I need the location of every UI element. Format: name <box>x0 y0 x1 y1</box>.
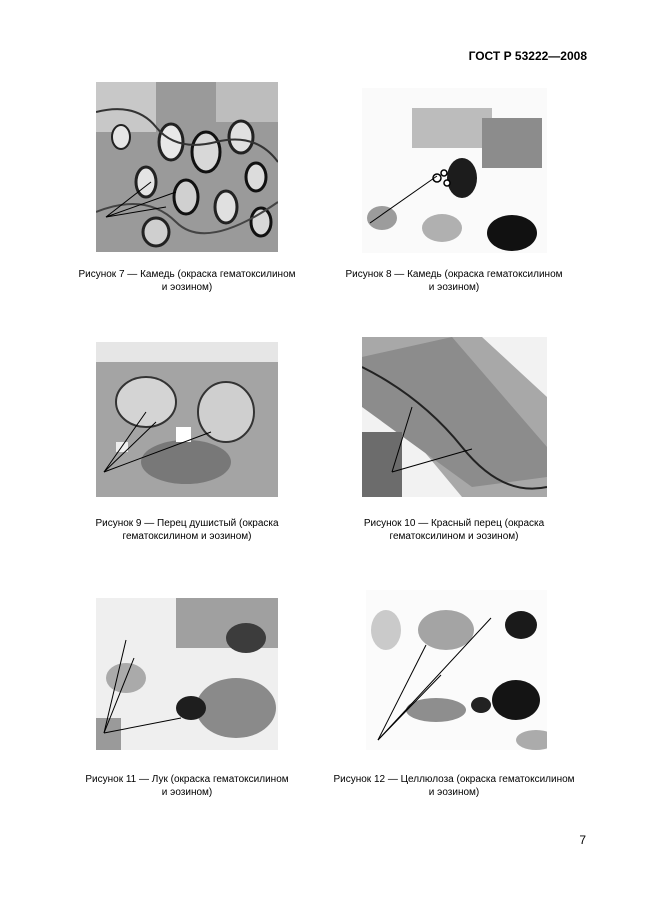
figure-11-caption <box>57 773 317 799</box>
caption-line-2: и эозином) <box>428 787 480 798</box>
caption-line-2: и эозином) <box>161 787 213 798</box>
micrograph-figure-8 <box>362 88 547 253</box>
figure-9-caption <box>57 517 317 543</box>
figure-8-caption <box>324 268 584 294</box>
caption-line-2: гематоксилином и эозином) <box>389 531 519 542</box>
micrograph-figure-11 <box>96 598 278 750</box>
caption-line-2: и эозином) <box>428 282 480 293</box>
caption-line-1: Рисунок 10 — Красный перец (окраска <box>363 518 545 529</box>
caption-line-2: гематоксилином и эозином) <box>122 531 252 542</box>
caption-line-1: Рисунок 9 — Перец душистый (окраска <box>95 518 279 529</box>
micrograph-figure-7 <box>96 82 278 252</box>
figure-12-caption <box>324 773 584 799</box>
caption-line-1: Рисунок 12 — Целлюлоза (окраска гематоксилином <box>333 774 575 785</box>
micrograph-figure-9 <box>96 342 278 497</box>
caption-line-1: Рисунок 7 — Камедь (окраска гематоксилином <box>78 269 296 280</box>
micrograph-figure-10 <box>362 337 547 497</box>
caption-line-1: Рисунок 8 — Камедь (окраска гематоксилином <box>345 269 563 280</box>
micrograph-figure-12 <box>366 590 547 750</box>
caption-line-2: и эозином) <box>161 282 213 293</box>
figure-10-caption <box>324 517 584 543</box>
page-number: 7 <box>579 833 586 847</box>
document-header: ГОСТ Р 53222—2008 <box>468 49 587 63</box>
caption-line-1: Рисунок 11 — Лук (окраска гематоксилином <box>85 774 289 785</box>
figure-7-caption <box>57 268 317 294</box>
